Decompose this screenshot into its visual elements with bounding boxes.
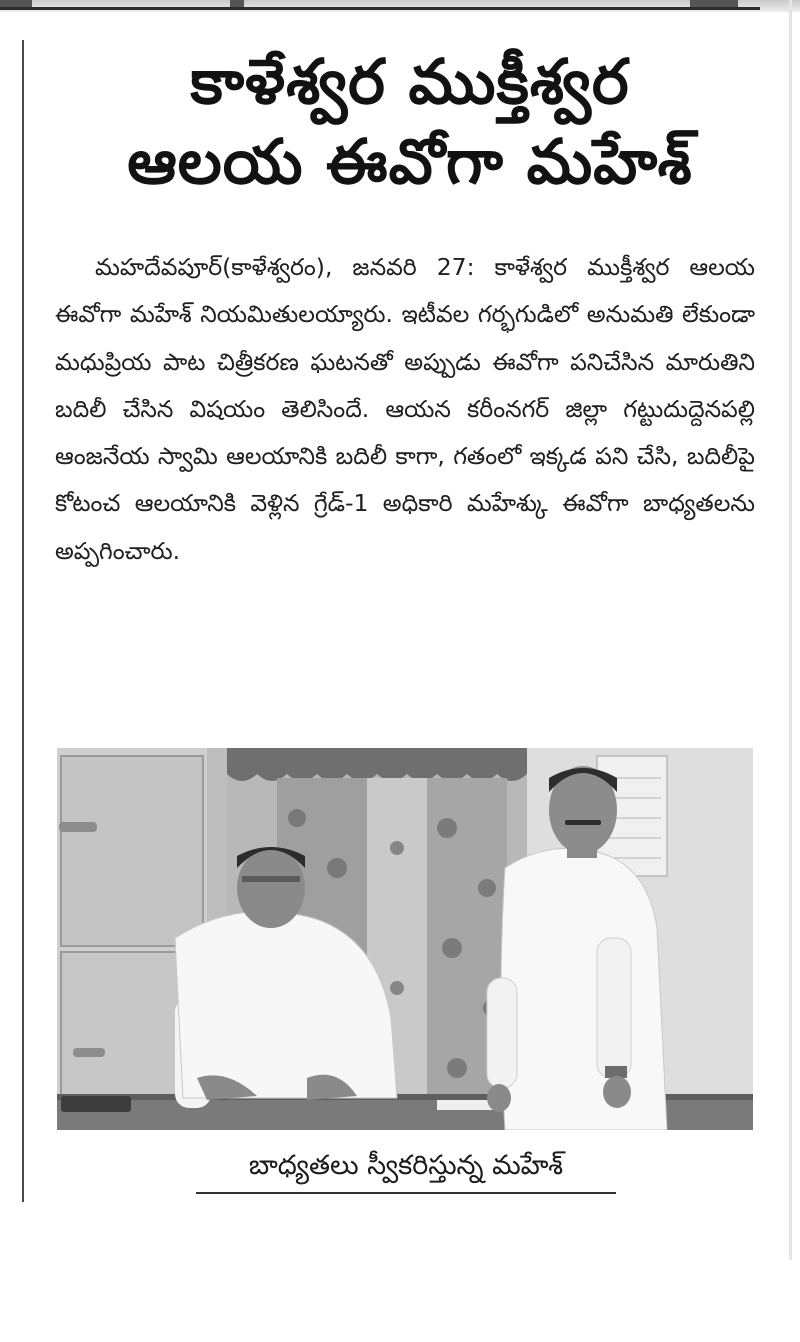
column-rule (22, 40, 24, 1202)
article-paragraph: మహదేవపూర్(కాళేశ్వరం), జనవరి 27: కాళేశ్వర ముక్తీశ్వర ఆలయ ఈవోగా మహేశ్ నియమితులయ్యారు. ఇటీవల గర్భగుడిలో అనుమతి లేకుండా మధుప్రియ పాట చిత్రీకరణ ఘటనతో అప్పుడు ఈవోగా పనిచేసిన మారుతిని బదిలీ చేసిన విషయం తెలిసిందే. ఆయన కరీంనగర్ జిల్లా గట్టుదుద్దెనపల్లి ఆంజనేయ స్వామి ఆలయానికి బదిలీ కాగా, గతంలో ఇక్కడ పని చేసి, బదిలీపై కోటంచ ఆలయానికి వెళ్లిన గ్రేడ్-1 అధికారి మహేశ్కు ఈవోగా బాధ్యతలను అప్పగించారు. (55, 253, 755, 565)
headline-line-1: కాళేశ్వర ముక్తీశ్వర (190, 45, 630, 118)
headline-line-2: ఆలయ ఈవోగా మహేశ్ (127, 125, 693, 198)
photo-caption: బాధ్యతలు స్వీకరిస్తున్న మహేశ్ (248, 1150, 564, 1181)
article-headline (40, 42, 780, 202)
caption-underline (196, 1192, 616, 1194)
photo-illustration (57, 748, 753, 1130)
article-photo (57, 748, 753, 1130)
page-edge (789, 0, 792, 1260)
article-body (55, 244, 755, 575)
strip-rule (0, 7, 760, 10)
previous-article-strip (0, 0, 800, 12)
